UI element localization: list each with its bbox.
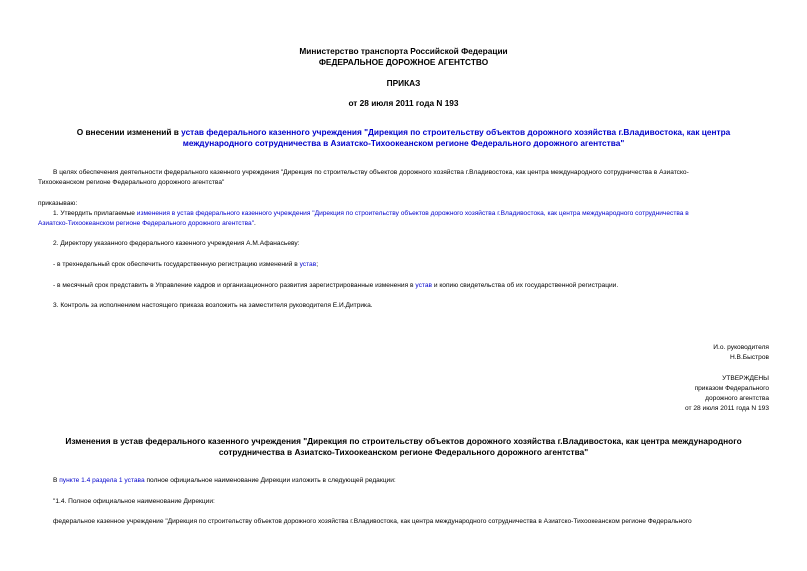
changes-paragraph-3: федеральное казенное учреждение "Дирекция по строительству объектов дорожного хозяйства г.Владивостока, как центра международного сотрудничества в Азиатско-Тихоокеанском регионе Федерального [53,518,692,525]
agency-name: ФЕДЕРАЛЬНОЕ ДОРОЖНОЕ АГЕНТСТВО [318,57,489,67]
ministry-name: Министерство транспорта Российской Федерации [299,46,508,56]
item-1-suffix: . [254,220,256,227]
approval-line-1: УТВЕРЖДЕНЫ [722,375,769,382]
signature-name: Н.В.Быстров [729,354,769,361]
signature-position: И.о. руководителя [713,344,769,351]
item-1-prefix: 1. Утвердить прилагаемые [53,210,137,217]
order-word: приказываю: [38,200,78,207]
charter-link-continued[interactable]: международного сотрудничества в Азиатско-Тихоокеанском регионе Федерального дорожного агентства" [182,138,625,148]
charter-link[interactable]: устав федерального казенного учреждения "Дирекция по строительству объектов дорожного хозяйства г.Владивостока, как центра [181,127,731,137]
item-2b-suffix: и копию свидетельства об их государственной регистрации. [432,282,619,289]
item-2a [53,261,318,269]
item-1-line-1 [53,210,689,218]
item-1-line-2 [38,220,256,228]
changes-link[interactable]: изменения в устав федерального казенного учреждения "Дирекция по строительству объектов дорожного хозяйства г.Владивостока, как центра международного сотрудничества в [136,210,689,217]
title-prefix: О внесении изменений в [76,127,182,137]
approval-line-3: дорожного агентства [705,395,769,402]
item-2b-prefix: - в месячный срок представить в Управление кадров и организационного развития зарегистрированные изменения в [53,282,416,289]
document-date: от 28 июля 2011 года N 193 [348,98,459,108]
item-2a-suffix: ; [316,261,319,268]
changes-p1-suffix: полное официальное наименование Дирекции изложить в следующей редакции: [144,477,396,484]
item-2a-prefix: - в трехнедельный срок обеспечить государственную регистрацию изменений в [53,261,300,268]
item-3: 3. Контроль за исполнением настоящего приказа возложить на заместителя руководителя Е.И.Дитрика. [53,302,373,309]
approval-line-2: приказом Федерального [694,385,769,392]
changes-paragraph-2: "1.4. Полное официальное наименование Дирекции: [53,498,215,505]
changes-link-continued[interactable]: Азиатско-Тихоокеанском регионе Федерального дорожного агентства" [38,220,255,227]
item-2: 2. Директору указанного федерального казенного учреждения А.М.Афанасьеву: [53,240,300,247]
changes-title-line-2: сотрудничества в Азиатско-Тихоокеанском регионе Федерального дорожного агентства" [218,447,589,457]
intro-paragraph-line-1: В целях обеспечения деятельности федерального казенного учреждения "Дирекция по строительству объектов дорожного хозяйства г.Владивостока, как центра международного сотрудничества в Азиатско- [53,169,689,176]
charter-link-2a[interactable]: устав [299,261,317,268]
changes-paragraph-1 [53,477,396,485]
approval-line-4: от 28 июля 2011 года N 193 [684,405,769,412]
order-title-line-2 [0,138,807,148]
changes-title-line-1: Изменения в устав федерального казенного учреждения "Дирекция по строительству объектов дорожного хозяйства г.Владивостока, как центра международного [65,436,742,446]
charter-link-2b[interactable]: устав [415,282,432,289]
document-type: ПРИКАЗ [386,78,421,88]
clause-link[interactable]: пункте 1.4 раздела 1 устава [59,477,145,484]
order-title-line-1 [0,127,807,137]
changes-p1-prefix: В [53,477,60,484]
intro-paragraph-line-2: Тихоокеанском регионе Федерального дорожного агентства" [38,179,225,186]
item-2b [53,282,618,290]
